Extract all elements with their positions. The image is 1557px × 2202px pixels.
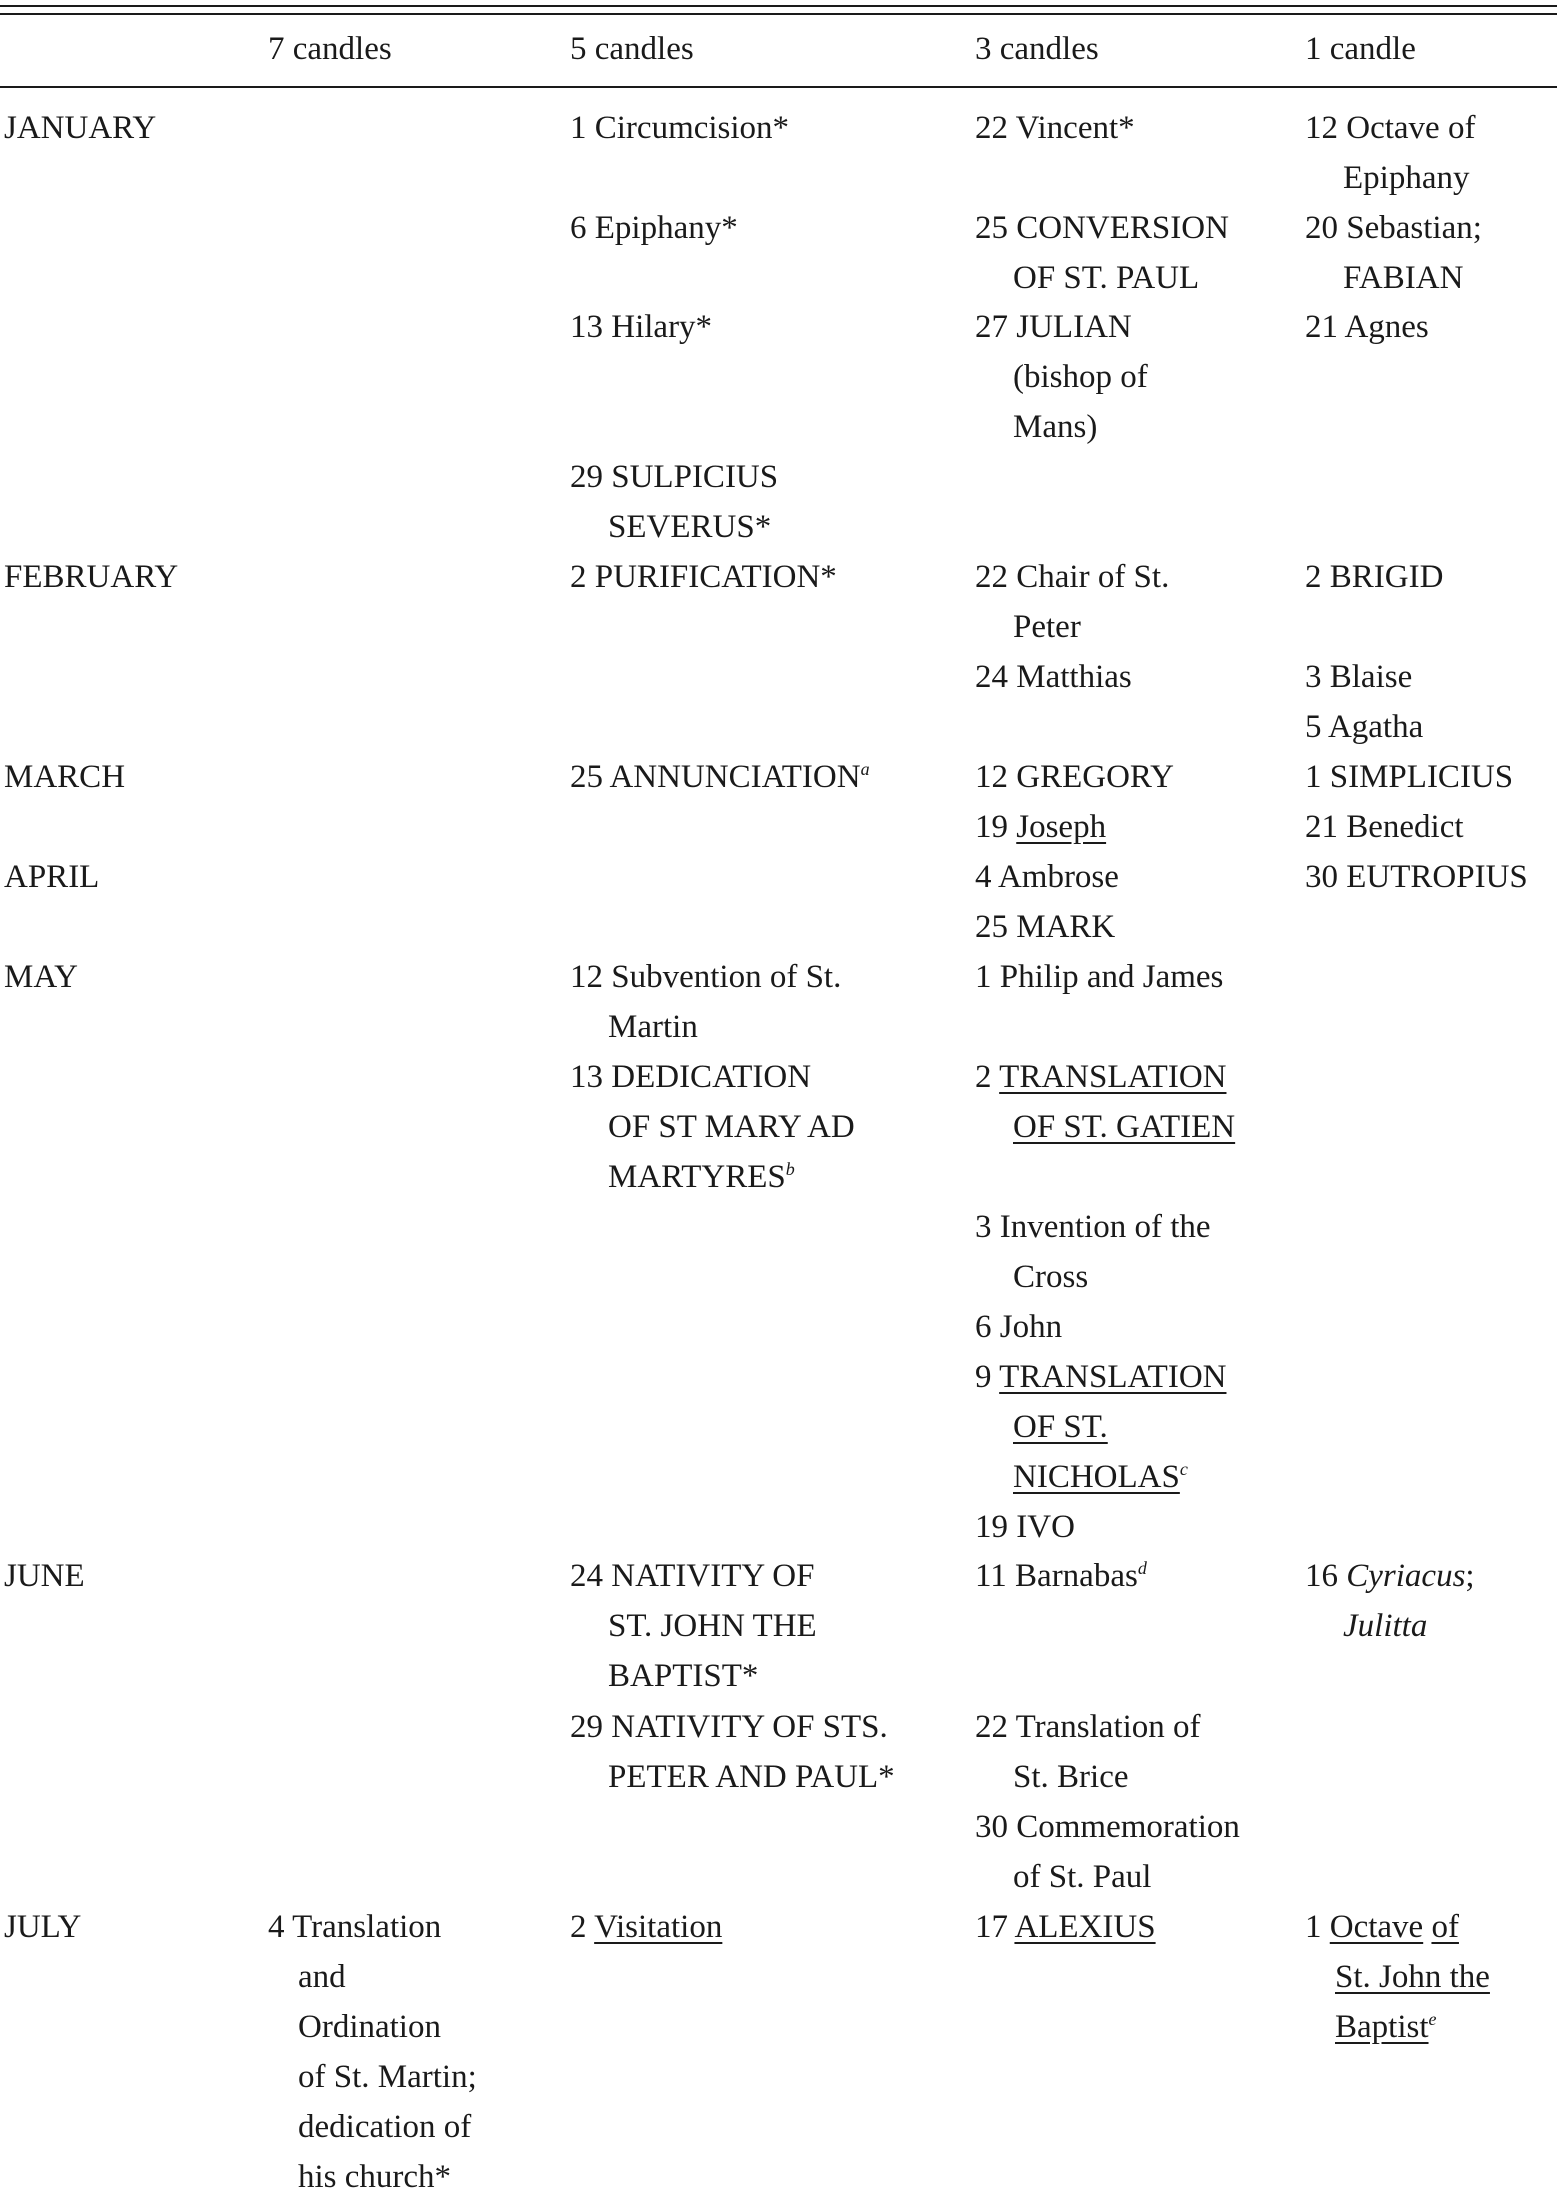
feast-entry: 13 Hilary* [570,309,713,345]
feast-entry: 4 Translation and Ordination of St. Martin; dedication of his church* [268,1909,477,2195]
feast-entry: 6 John [975,1309,1063,1345]
footnote-marker: d [1137,1558,1147,1578]
month-february: FEBRUARY [4,559,179,595]
feast-entry: 13 DEDICATION OF ST MARY AD MARTYRES$^b$ [570,1059,855,1195]
feast-entry: 11 Barnabas$^d$ [975,1558,1147,1594]
feast-entry: 22 Chair of St. Peter [975,559,1170,645]
feast-entry: 21 Agnes [1305,309,1429,345]
footnote-marker: c [1179,1459,1188,1479]
feast-entry: 6 Epiphany* [570,210,738,246]
feast-entry: 3 Blaise [1305,659,1413,695]
feast-entry: 1 Octave of St. John the Baptist$^e$ [1305,1909,1490,2045]
feast-entry: 4 Ambrose [975,859,1119,895]
feast-entry: 22 Vincent* [975,110,1135,146]
footnote-marker: b [785,1159,795,1179]
footnote-marker: a [860,759,870,779]
feast-entry: 19 IVO [975,1509,1075,1545]
feast-entry: 1 Circumcision* [570,110,790,146]
feast-entry: 25 CONVERSION OF ST. PAUL [975,210,1229,296]
feast-entry: 24 NATIVITY OF ST. JOHN THE BAPTIST* [570,1558,817,1694]
feast-entry: 25 ANNUNCIATION$^a$ [570,759,870,795]
feast-entry: 30 Commemoration of St. Paul [975,1809,1240,1895]
month-january: JANUARY [4,110,157,146]
month-april: APRIL [4,859,100,895]
month-march: MARCH [4,759,126,795]
feast-entry: 2 PURIFICATION* [570,559,837,595]
feast-entry: 24 Matthias [975,659,1132,695]
feast-entry: 21 Benedict [1305,809,1464,845]
feast-entry: 29 SULPICIUS SEVERUS* [570,459,779,545]
feast-entry: 27 JULIAN (bishop of Mans) [975,309,1148,445]
feast-entry: 12 Octave of Epiphany [1305,110,1476,196]
header-1-candle: 1 candle [1305,31,1416,67]
feast-entry: 25 MARK [975,909,1116,945]
month-may: MAY [4,959,78,995]
month-june: JUNE [4,1558,85,1594]
feast-entry: 12 Subvention of St. Martin [570,959,842,1045]
feast-entry: 2 Visitation [570,1909,723,1945]
feast-entry: 20 Sebastian; FABIAN [1305,210,1482,296]
feast-entry: 2 BRIGID [1305,559,1444,595]
feast-entry: 29 NATIVITY OF STS. PETER AND PAUL* [570,1709,895,1795]
top-rule [0,5,1557,7]
header-5-candles: 5 candles [570,31,694,67]
feast-entry: 5 Agatha [1305,709,1424,745]
feast-entry: 30 EUTROPIUS [1305,859,1528,895]
feast-entry: 22 Translation of St. Brice [975,1709,1201,1795]
header-rule [0,86,1557,88]
feast-entry: 19 Joseph [975,809,1107,845]
feast-entry: 2 TRANSLATION OF ST. GATIEN [975,1059,1236,1145]
footnote-marker: e [1428,2009,1437,2029]
top-rule-second [0,13,1557,15]
header-7-candles: 7 candles [268,31,392,67]
feast-entry: 1 SIMPLICIUS [1305,759,1514,795]
feast-entry: 17 ALEXIUS [975,1909,1156,1945]
feast-entry: 9 TRANSLATION OF ST. NICHOLAS$^c$ [975,1359,1227,1495]
feast-entry: 12 GREGORY [975,759,1174,795]
month-july: JULY [4,1909,82,1945]
feast-entry: 1 Philip and James [975,959,1224,995]
feast-entry: 16 Cyriacus; Julitta [1305,1558,1475,1644]
feast-entry: 3 Invention of the Cross [975,1209,1211,1295]
header-3-candles: 3 candles [975,31,1099,67]
